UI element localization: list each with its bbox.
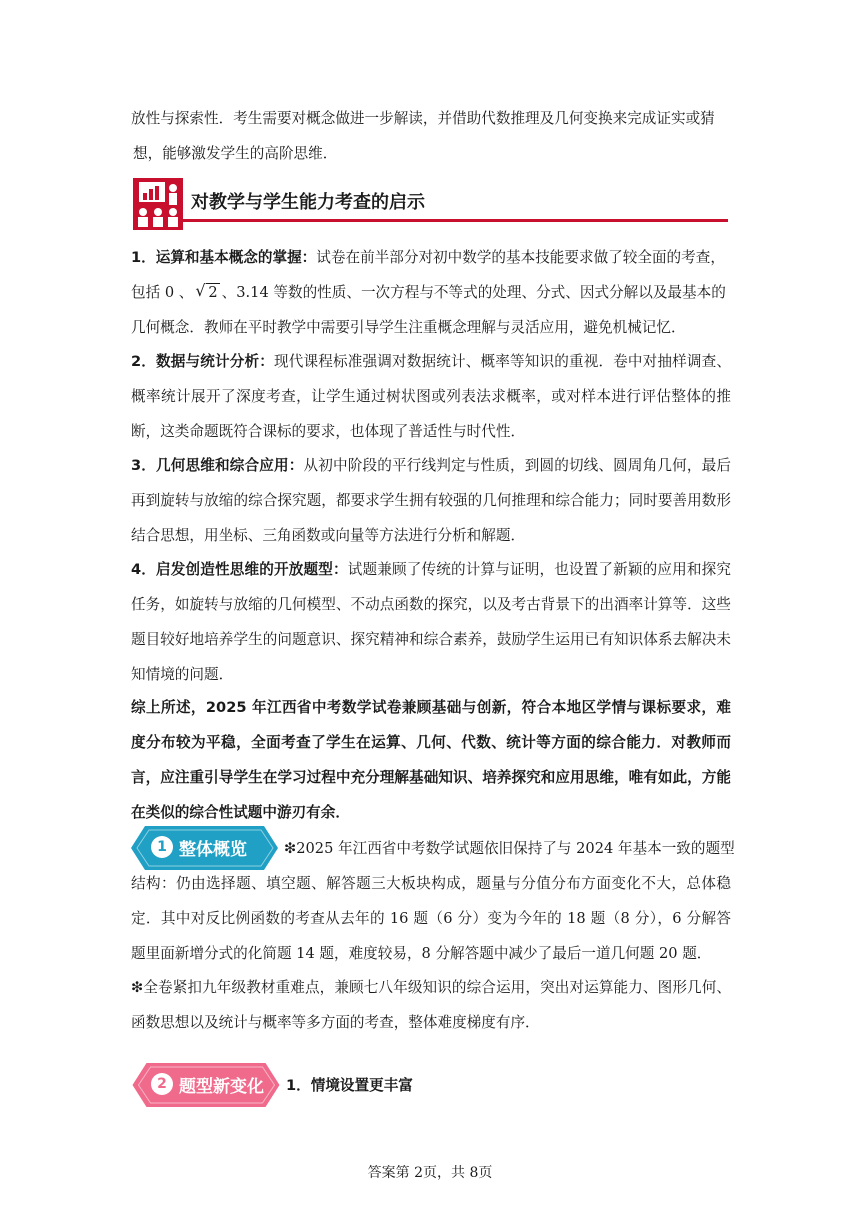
section-heading-text: 对教学与学生能力考查的启示 <box>191 192 425 213</box>
item-1-title: 1．运算和基本概念的掌握： <box>131 249 317 266</box>
heading-underline <box>183 219 728 222</box>
item-1-text-b-post: 、3.14 等数的性质、一次方程与不等式的处理、分式、因式分解以及最基本的 <box>221 284 726 301</box>
item-4-title: 4．启发创造性思维的开放题型： <box>131 561 348 578</box>
intro-paragraph <box>131 101 731 171</box>
intro-line-1: 放性与探索性．考生需要对概念做进一步解读，并借助代数推理及几何变换来完成证实或猜 <box>131 110 715 127</box>
item-2 <box>131 344 731 449</box>
item-2-text: 现代课程标准强调对数据统计、概率等知识的重视．卷中对抽样调查、概率统计展开了深度考查，让学生通过树状图或列表法求概率，或对样本进行评估整体的推断，这类命题既符合课标的要求，也体现了普适性与时代性． <box>131 353 731 440</box>
overview-paragraph-2: ❇全卷紧扣九年级教材重难点，兼顾七八年级知识的综合运用，突出对运算能力、图形几何、函数思想以及统计与概率等多方面的考查，整体难度梯度有序． <box>131 979 731 1031</box>
item-1-text-a: 试卷在前半部分对初中数学的基本技能要求做了较全面的考查， <box>316 249 725 266</box>
section-heading <box>131 176 728 232</box>
teaching-presentation-icon <box>131 176 185 232</box>
summary-paragraph: 综上所述，2025 年江西省中考数学试卷兼顾基础与创新，符合本地区学情与课标要求，难度分布较为平稳，全面考查了学生在运算、几何、代数、统计等方面的综合能力．对教师而言，应注重引导学生在学习过程中充分理解基础知识、培养探究和应用思维，唯有如此，方能在类似的综合性试题中游刃有余． <box>131 699 731 821</box>
new-changes-badge <box>131 1063 281 1107</box>
item-3 <box>131 448 731 553</box>
item-2-title: 2．数据与统计分析： <box>131 353 275 370</box>
item-4-text: 试题兼顾了传统的计算与证明，也设置了新颖的应用和探究任务，如旋转与放缩的几何模型、不动点函数的探究，以及考古背景下的出酒率计算等．这些题目较好地培养学生的问题意识、探究精神和综合素养，鼓励学生运用已有知识体系去解决未知情境的问题． <box>131 561 731 683</box>
new-changes-badge-number: 2 <box>151 1073 173 1095</box>
overview-badge-label: 整体概览 <box>179 840 247 860</box>
sqrt-value: 2 <box>208 284 218 301</box>
item-3-title: 3．几何思维和综合应用： <box>131 457 304 474</box>
item-3-text: 从初中阶段的平行线判定与性质，到圆的切线、圆周角几何，最后再到旋转与放缩的综合探究题，都要求学生拥有较强的几何推理和综合能力；同时要善用数形结合思想，用坐标、三角函数或向量等方法进行分析和解题． <box>131 457 731 544</box>
overview-paragraph: 结构：仍由选择题、填空题、解答题三大板块构成，题量与分值分布方面变化不大，总体稳定．其中对反比例函数的考查从去年的 16 题（6 分）变为今年的 18 题（8 分），6 分解答题里面新增分式的化简题 14 题，难度较易，8 分解答题中减少了最后一道几何题 20 题． <box>131 875 731 962</box>
item-1-line-2 <box>131 275 731 310</box>
overview-first-line: ❇2025 年江西省中考数学试题依旧保持了与 2024 年基本一致的题型 <box>284 840 735 857</box>
item-1 <box>131 240 731 345</box>
sqrt-symbol: √ 2 <box>195 281 218 301</box>
overview-badge <box>131 826 278 870</box>
intro-line-2: 想，能够激发学生的高阶思维． <box>133 145 338 162</box>
situation-setting-heading: 1．情境设置更丰富 <box>286 1077 413 1094</box>
page-footer: 答案第 2页，共 8页 <box>367 1165 493 1181</box>
new-changes-badge-label: 题型新变化 <box>179 1077 264 1097</box>
item-1-text-c: 几何概念．教师在平时教学中需要引导学生注重概念理解与灵活应用，避免机械记忆． <box>131 319 686 336</box>
item-1-text-b-pre: 包括 0 、 <box>131 284 194 301</box>
item-4 <box>131 552 731 692</box>
overview-badge-number: 1 <box>151 836 173 858</box>
